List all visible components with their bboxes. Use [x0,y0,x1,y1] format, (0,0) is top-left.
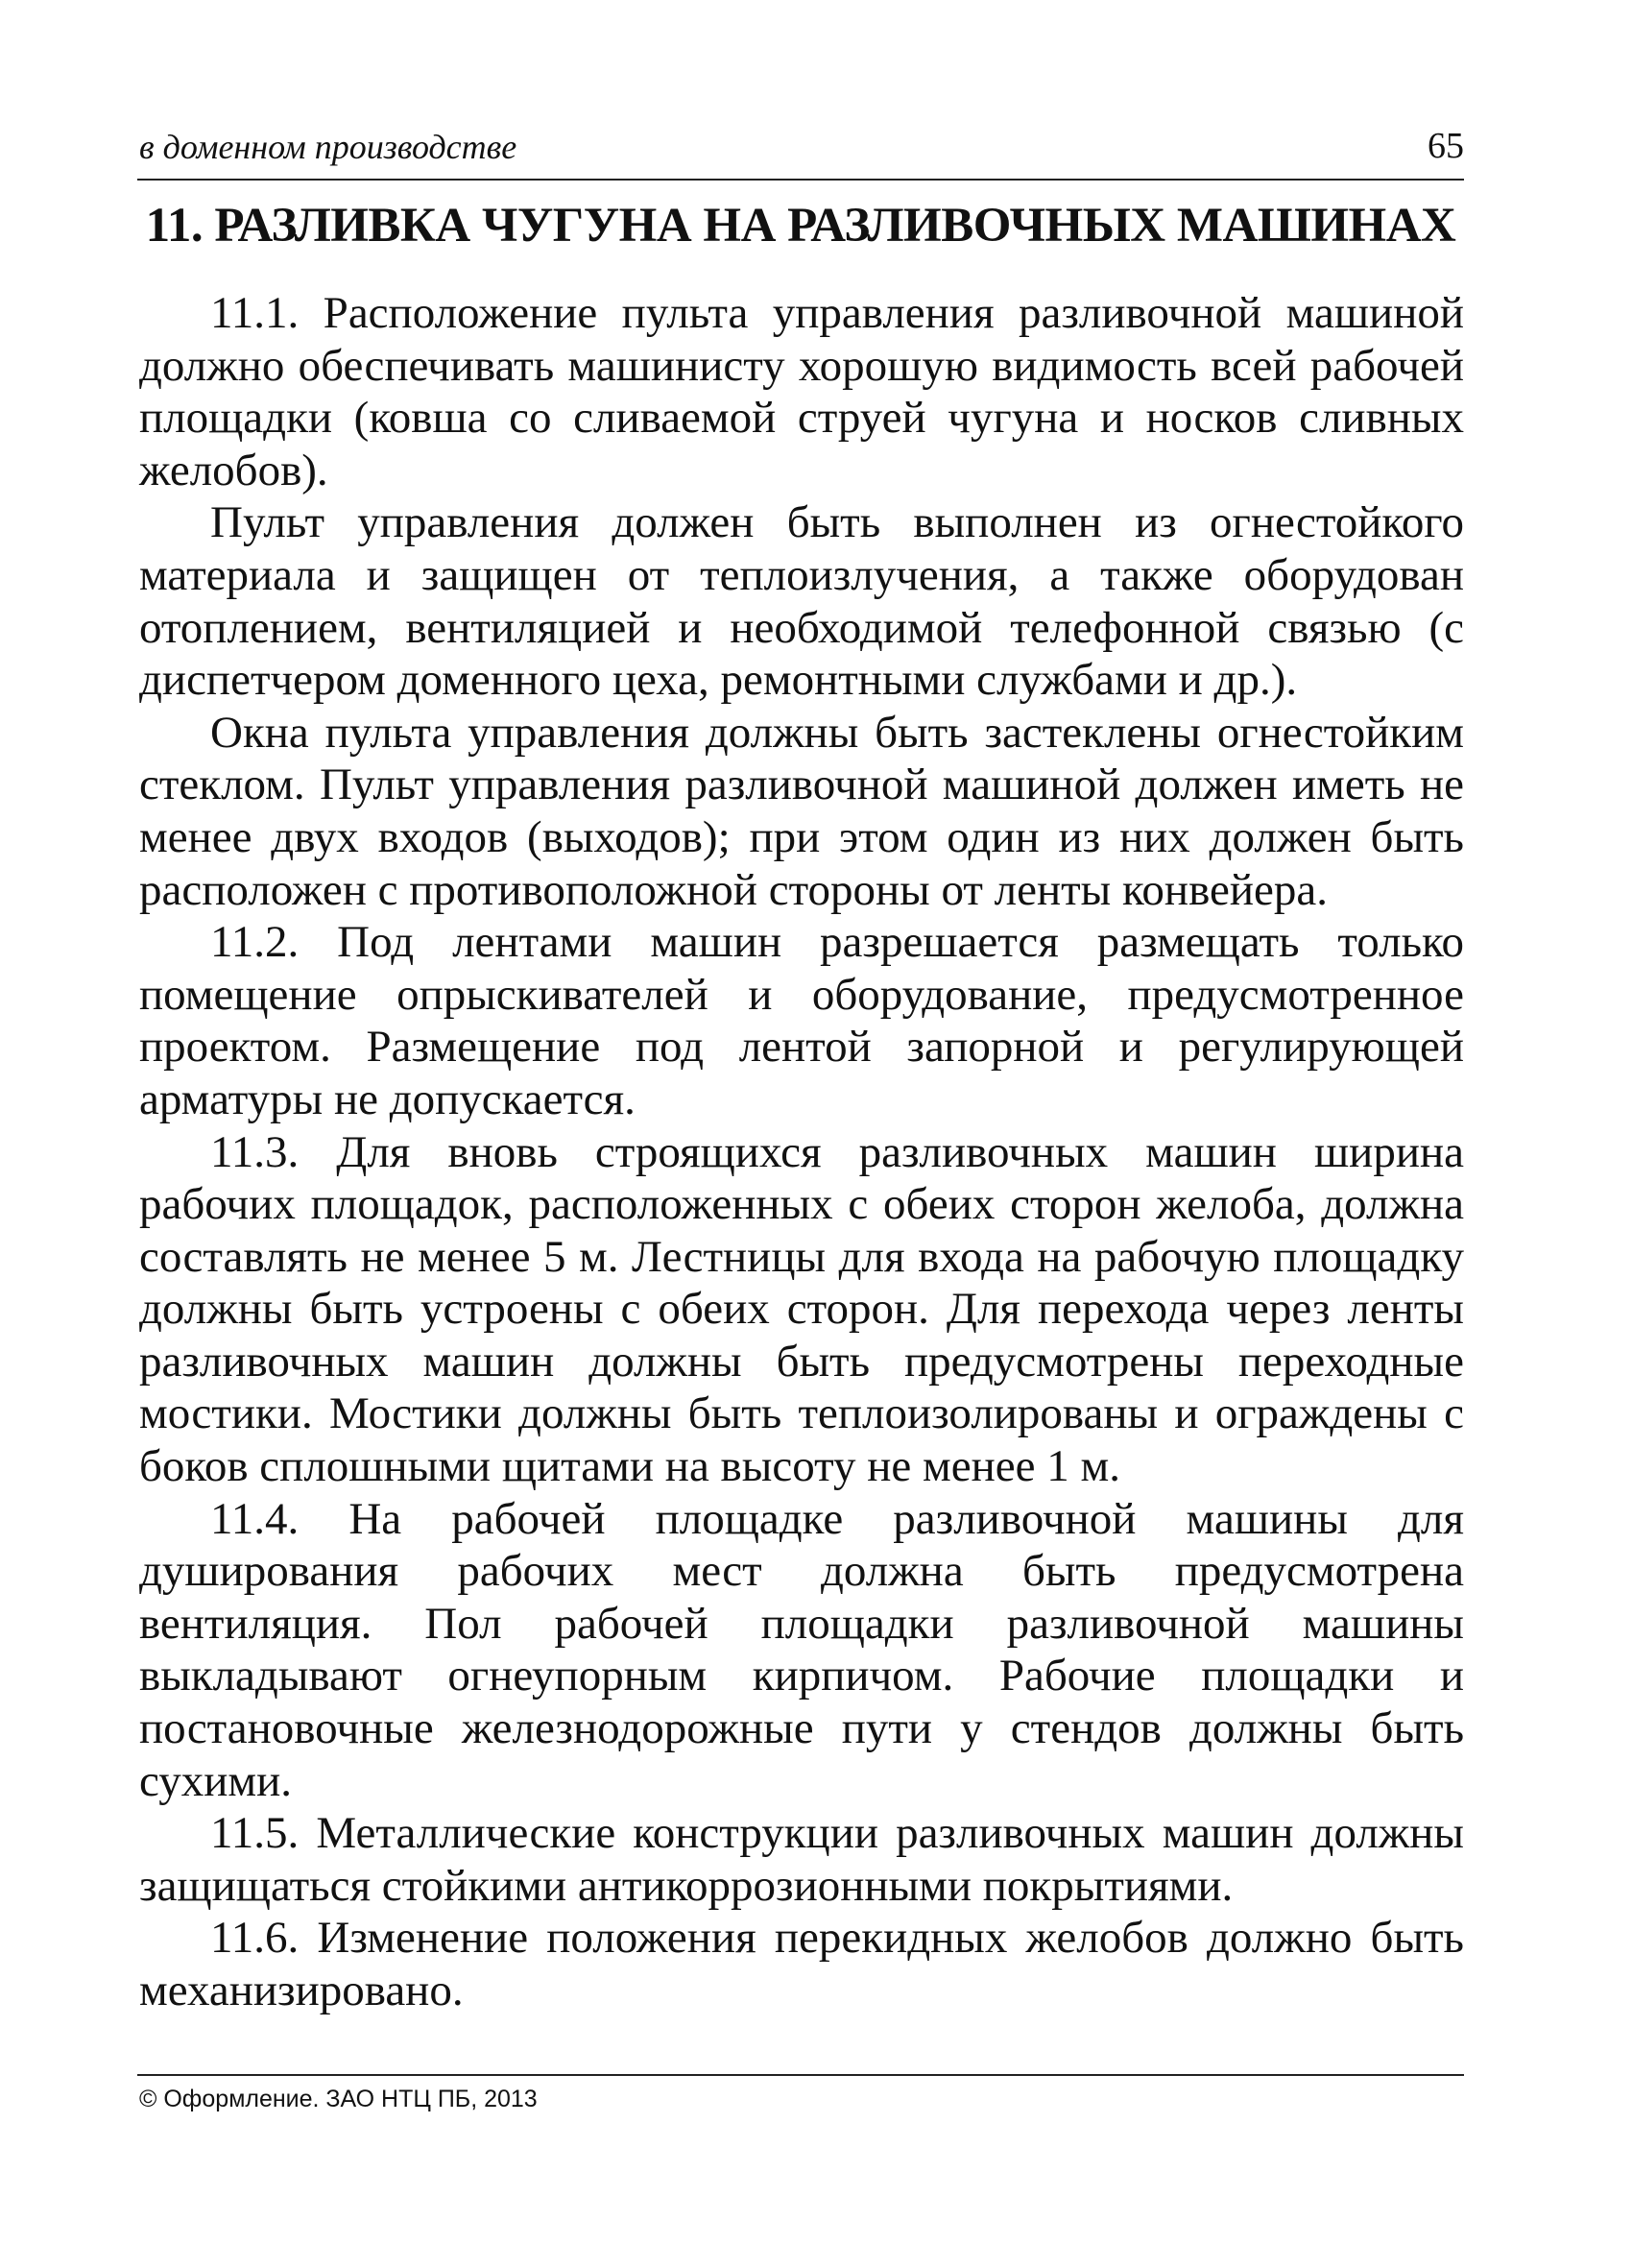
page-header [137,123,1464,181]
paragraph-11-1: 11.1. Расположение пульта управления разливочной машиной должно обеспечивать машинисту хорошую видимость всей рабочей площадки (ковша со сливаемой струей чугуна и носков сливных желобов). [139,288,1464,495]
paragraph-11-6: 11.6. Изменение положения перекидных желобов должно быть механизировано. [139,1913,1464,2015]
paragraph-11-4: 11.4. На рабочей площадке разливочной машины для душирования рабочих мест должна быть предусмотрена вентиляция. Пол рабочей площадки разливочной машины выкладывают огнеупорным кирпичом. Рабочие площадки и постановочные железнодорожные пути у стендов должны быть сухими. [139,1493,1464,1806]
paragraph-11-3: 11.3. Для вновь строящихся разливочных машин ширина рабочих площадок, расположенных с обеих сторон желоба, должна составлять не менее 5 м. Лестницы для входа на рабочую площадку должны быть устроены с обеих сторон. Для перехода через ленты разливочных машин должны быть предусмотрены переходные мостики. Мостики должны быть теплоизолированы и ограждены с боков сплошными щитами на высоту не менее 1 м. [139,1126,1464,1492]
paragraph-11-5: 11.5. Металлические конструкции разливочных машин должны защищаться стойкими антикоррозионными покрытиями. [139,1808,1464,1911]
body-text [139,287,1464,2017]
paragraph-control-panel: Пульт управления должен быть выполнен из огнестойкого материала и защищен от теплоизлучения, а также оборудован отоплением, вентиляцией и необходимой телефонной связью (с диспетчером доменного цеха, ремонтными службами и др.). [139,497,1464,706]
copyright-notice: © Оформление. ЗАО НТЦ ПБ, 2013 [139,2086,538,2112]
paragraph-panel-windows: Окна пульта управления должны быть застеклены огнестойким стеклом. Пульт управления разливочной машиной должен иметь не менее двух входов (выходов); при этом один из них должен быть расположен с противоположной стороны от ленты конвейера. [139,707,1464,915]
chapter-title: 11. РАЗЛИВКА ЧУГУНА НА РАЗЛИВОЧНЫХ МАШИНАХ [145,199,1456,253]
page-footer [137,2074,1464,2113]
paragraph-11-2: 11.2. Под лентами машин разрешается размещать только помещение опрыскивателей и оборудование, предусмотренное проектом. Размещение под лентой запорной и регулирующей арматуры не допускается. [139,917,1464,1124]
running-title: в доменном производстве [139,128,517,166]
page-number: 65 [1428,126,1464,166]
